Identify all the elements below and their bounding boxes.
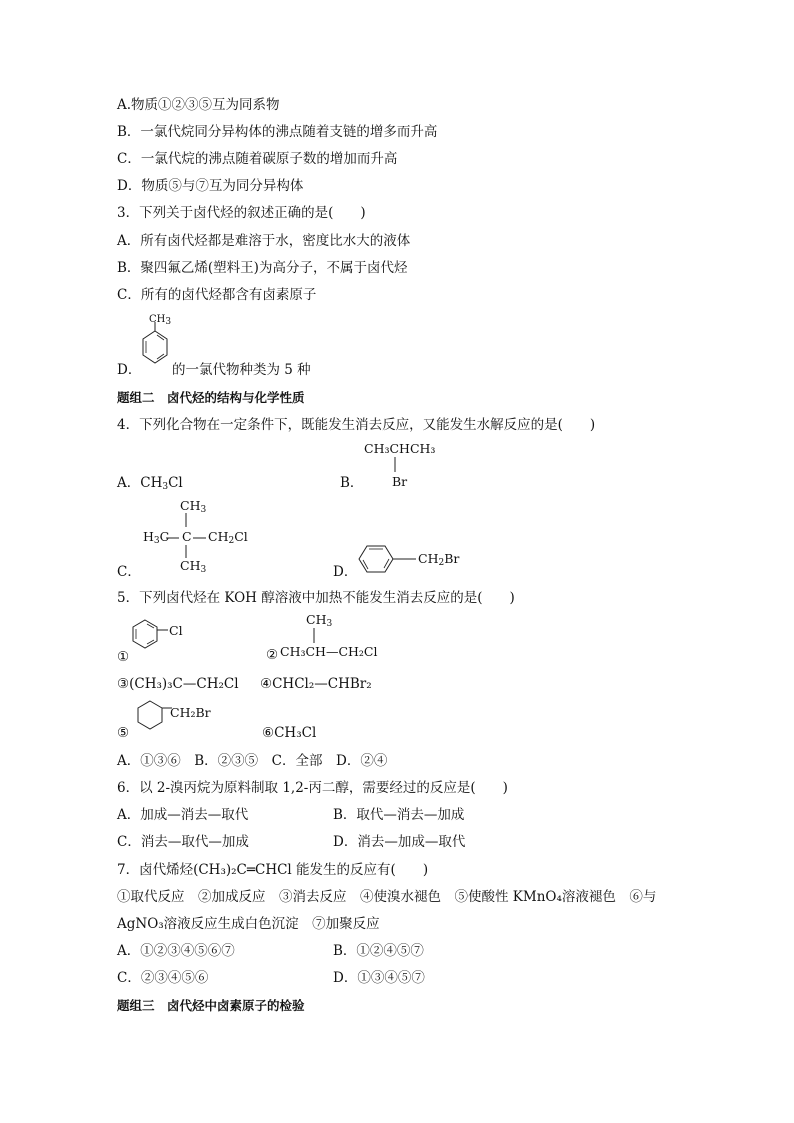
q6-option-c: C．消去—取代—加成 bbox=[117, 834, 249, 850]
q5-item1-label: ① bbox=[117, 649, 130, 665]
toluene-ring bbox=[140, 322, 170, 370]
q3-stem: 3．下列关于卤代烃的叙述正确的是( ) bbox=[117, 205, 366, 221]
q6-stem: 6．以 2-溴丙烷为原料制取 1,2-丙二醇，需要经过的反应是( ) bbox=[117, 780, 508, 796]
option-c: C．一氯代烷的沸点随着碳原子数的增加而升高 bbox=[117, 151, 398, 167]
option-b: B．一氯代烷同分异构体的沸点随着支链的增多而升高 bbox=[117, 124, 438, 140]
q5-stem: 5．下列卤代烃在 KOH 醇溶液中加热不能发生消去反应的是( ) bbox=[117, 590, 515, 606]
benzene-ring-icon bbox=[356, 543, 416, 575]
q3-option-b: B．聚四氟乙烯(塑料王)为高分子，不属于卤代烃 bbox=[117, 260, 408, 276]
q5-item5-label: ⑤ bbox=[117, 725, 130, 741]
q4-c-top: $CH_3$ bbox=[180, 498, 207, 515]
q4-c-bond-bottom bbox=[185, 545, 189, 559]
q7-line2: AgNO₃溶液反应生成白色沉淀 ⑦加聚反应 bbox=[117, 916, 380, 932]
chlorobenzene-ring bbox=[132, 619, 172, 659]
q5-options: A．①③⑥ B．②③⑤ C．全部 D．②④ bbox=[117, 753, 388, 769]
q3-option-a: A．所有卤代烃都是难溶于水，密度比水大的液体 bbox=[117, 233, 411, 249]
q4-option-c-label: C． bbox=[117, 564, 141, 580]
q4-option-b-label: B． bbox=[340, 475, 364, 491]
q5-item3: ③(CH₃)₃C—CH₂Cl bbox=[117, 676, 239, 692]
q4-c-bond-left bbox=[166, 537, 180, 541]
q7-stem: 7．卤代烯烃(CH₃)₂C═CHCl 能发生的反应有( ) bbox=[117, 862, 429, 878]
q6-option-a: A．加成—消去—取代 bbox=[117, 807, 249, 823]
q6-option-d: D．消去—加成—取代 bbox=[333, 834, 466, 850]
q4-stem: 4．下列化合物在一定条件下，既能发生消去反应，又能发生水解反应的是( ) bbox=[117, 417, 596, 433]
q4-c-bottom: $CH_3$ bbox=[180, 558, 207, 575]
q7-option-b: B．①②④⑤⑦ bbox=[333, 943, 424, 959]
q4-c-bond-right bbox=[193, 537, 207, 541]
q4-option-a: A．$CH_3Cl$ bbox=[117, 475, 183, 492]
q5-item1-cl: Cl bbox=[169, 623, 183, 638]
q7-option-a: A．①②③④⑤⑥⑦ bbox=[117, 943, 235, 959]
q4-option-d-label: D． bbox=[333, 564, 358, 580]
q7-line1: ①取代反应 ②加成反应 ③消去反应 ④使溴水褪色 ⑤使酸性 KMnO₄溶液褪色 ⑥与 bbox=[117, 889, 657, 905]
q5-item2-bond bbox=[313, 628, 317, 644]
q5-item2-top: $CH_3$ bbox=[306, 612, 333, 629]
q5-item2-formula: CH₃CH—CH₂Cl bbox=[280, 644, 378, 659]
q4-c-left: $H_3C$ bbox=[143, 529, 170, 546]
q3-option-d-label: D． bbox=[117, 362, 142, 378]
q5-item6: ⑥CH₃Cl bbox=[262, 725, 317, 741]
group3-heading: 题组三 卤代烃中卤素原子的检验 bbox=[117, 998, 305, 1013]
option-a: A.物质①②③⑤互为同系物 bbox=[117, 97, 280, 113]
q4-c-center: C bbox=[182, 529, 192, 544]
q4-b-bottom: Br bbox=[392, 474, 408, 489]
q4-c-bond-top bbox=[185, 513, 189, 529]
q3-option-d-text: 的一氯代物种类为 5 种 bbox=[172, 362, 311, 378]
q4-d-substituent: $CH_2Br$ bbox=[418, 551, 460, 568]
q4-b-top: CH₃CHCH₃ bbox=[364, 441, 436, 456]
q7-option-d: D．①③④⑤⑦ bbox=[333, 970, 425, 986]
option-d: D．物质⑤与⑦互为同分异构体 bbox=[117, 178, 304, 194]
toluene-methyl-label: $CH_3$ bbox=[149, 314, 172, 327]
q5-item5-sub: CH₂Br bbox=[170, 705, 211, 720]
q4-b-bond bbox=[394, 457, 398, 473]
q3-option-c: C．所有的卤代烃都含有卤素原子 bbox=[117, 287, 317, 303]
q5-item2-label: ② bbox=[266, 647, 279, 663]
q4-c-right: $CH_2Cl$ bbox=[208, 529, 248, 546]
q6-option-b: B．取代—消去—加成 bbox=[333, 807, 465, 823]
group2-heading: 题组二 卤代烃的结构与化学性质 bbox=[117, 390, 305, 405]
q5-item4: ④CHCl₂—CHBr₂ bbox=[260, 676, 372, 692]
q7-option-c: C．②③④⑤⑥ bbox=[117, 970, 209, 986]
